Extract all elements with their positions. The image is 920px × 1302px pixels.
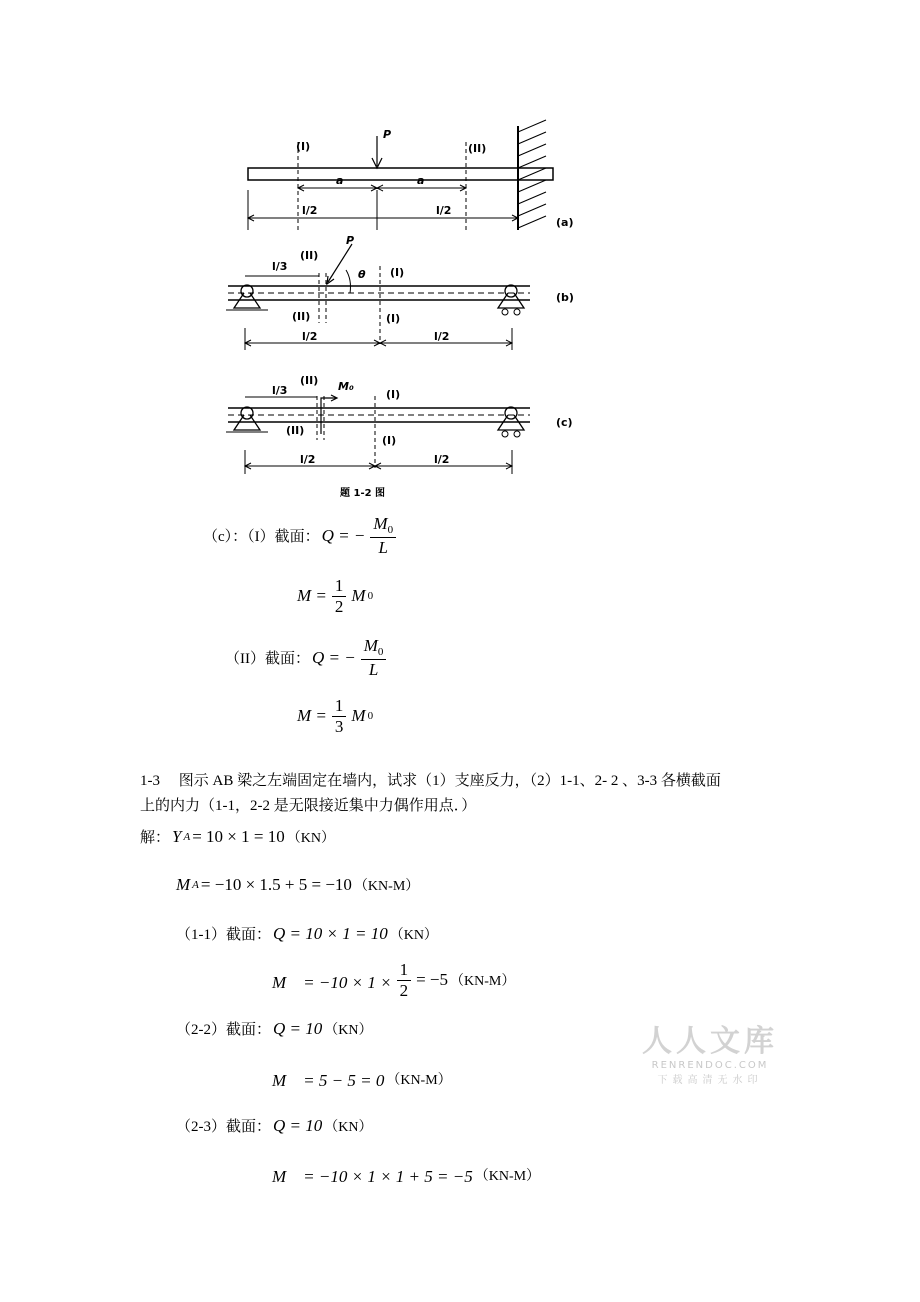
s11-m-pre: M = −10 × 1 × bbox=[272, 972, 392, 992]
m2-den: 3 bbox=[334, 716, 344, 736]
watermark-main: 人人文库 bbox=[642, 1024, 778, 1059]
ma-unit: （KN-M） bbox=[353, 879, 420, 894]
problem-line-1: 1-3 图示 AB 梁之左端固定在墙内，试求（1）支座反力，（2）1-1、2- 2 、3-3 各横截面 bbox=[140, 773, 721, 789]
a-sec1-label: (I) bbox=[296, 140, 311, 153]
s23-label: （2-3）截面： bbox=[176, 1119, 271, 1135]
q2-lhs: Q = − bbox=[312, 647, 356, 667]
b-dim-l3: l/3 bbox=[272, 260, 288, 273]
c-tag: (c) bbox=[556, 416, 573, 429]
m1-den: 2 bbox=[334, 596, 344, 616]
q1-num: M bbox=[373, 514, 388, 533]
part-c-sec2-label: （II）截面： bbox=[225, 651, 310, 668]
c-sec1-top: (II) bbox=[300, 374, 319, 387]
m2-lhs: M = bbox=[297, 706, 327, 726]
q2-num-sub: 0 bbox=[377, 646, 384, 658]
q1-num-sub: 0 bbox=[387, 524, 394, 536]
b-angle-label: θ bbox=[358, 268, 366, 281]
solution-label: 解： bbox=[140, 830, 171, 846]
m1-lhs: M = bbox=[297, 586, 327, 606]
s22-m-unit: （KN-M） bbox=[386, 1072, 452, 1088]
figure-caption: 题 1-2 图 bbox=[340, 488, 386, 499]
m2-rhs: M bbox=[351, 706, 366, 726]
solution-s22-q bbox=[176, 1018, 372, 1039]
a-dim-a2: a bbox=[417, 174, 425, 187]
c-dim-l3: l/3 bbox=[272, 384, 288, 397]
b-load-label: P bbox=[346, 234, 355, 247]
c-sec2-bot: (I) bbox=[382, 434, 397, 447]
solution-s23-q bbox=[176, 1115, 372, 1136]
s11-m-num: 1 bbox=[397, 960, 412, 981]
s11-label: （1-1）截面： bbox=[176, 927, 271, 943]
beam-figure bbox=[200, 118, 620, 503]
part-c-m2 bbox=[297, 696, 373, 736]
s23-q: Q = 10 bbox=[273, 1115, 323, 1135]
a-dim-l2: l/2 bbox=[436, 204, 452, 217]
s23-m: M = −10 × 1 × 1 + 5 = −5 bbox=[272, 1167, 473, 1186]
ya-sub: A bbox=[183, 830, 191, 843]
m2-rhs-sub: 0 bbox=[367, 710, 374, 723]
q2-fraction bbox=[361, 636, 387, 679]
part-c-q1 bbox=[203, 514, 399, 557]
a-dim-l1: l/2 bbox=[302, 204, 318, 217]
problem-line-2: 上的内力（1-1，2-2 是无限接近集中力偶作用点．） bbox=[140, 798, 477, 814]
b-sec2-bot: (I) bbox=[386, 312, 401, 325]
solution-ma bbox=[176, 875, 419, 895]
solution-s22-m bbox=[272, 1066, 452, 1091]
watermark bbox=[640, 1016, 780, 1086]
b-sec2-top: (I) bbox=[390, 266, 405, 279]
a-tag: (a) bbox=[556, 216, 574, 229]
c-dim-l2: l/2 bbox=[434, 453, 450, 466]
s22-label: （2-2）截面： bbox=[176, 1022, 271, 1038]
part-c-m1 bbox=[297, 576, 373, 616]
m1-fraction bbox=[332, 576, 347, 616]
b-dim-l2: l/2 bbox=[434, 330, 450, 343]
s11-m-unit: （KN-M） bbox=[450, 974, 516, 990]
c-moment-label: M₀ bbox=[338, 380, 354, 393]
b-sec1-bot: (II) bbox=[292, 310, 311, 323]
a-dim-a1: a bbox=[336, 174, 344, 187]
c-dim-l1: l/2 bbox=[300, 453, 316, 466]
s11-q: Q = 10 × 1 = 10 bbox=[273, 923, 388, 943]
s22-q-unit: （KN） bbox=[324, 1022, 373, 1038]
ya-var: Y bbox=[172, 826, 182, 846]
figure-a bbox=[248, 120, 553, 230]
part-c-intro: （c）：（I）截面： bbox=[203, 529, 320, 546]
solution-ya bbox=[140, 826, 335, 847]
watermark-url: RENRENDOC.COM bbox=[651, 1060, 769, 1071]
s11-m-post: = −5 bbox=[416, 970, 448, 990]
s11-fraction bbox=[397, 960, 412, 1000]
ma-sub: A bbox=[192, 879, 199, 891]
solution-s11-q bbox=[176, 923, 438, 944]
ya-unit: （KN） bbox=[286, 830, 335, 846]
q1-lhs: Q = − bbox=[321, 525, 366, 545]
m1-rhs: M bbox=[351, 586, 366, 606]
s11-m-den: 2 bbox=[399, 980, 409, 1000]
ma-var: M bbox=[176, 875, 191, 894]
a-load-label: P bbox=[383, 128, 392, 141]
b-tag: (b) bbox=[556, 291, 574, 304]
figure-c bbox=[226, 395, 530, 474]
s23-m-unit: （KN-M） bbox=[474, 1168, 541, 1184]
m2-fraction bbox=[332, 696, 347, 736]
b-sec1-top: (II) bbox=[300, 249, 319, 262]
q2-den: L bbox=[368, 659, 379, 679]
a-sec2-label: (II) bbox=[468, 142, 487, 155]
s23-q-unit: （KN） bbox=[324, 1119, 373, 1135]
m1-num: 1 bbox=[332, 576, 347, 597]
s22-q: Q = 10 bbox=[273, 1018, 323, 1038]
m2-num: 1 bbox=[332, 696, 347, 717]
solution-s11-m bbox=[272, 960, 515, 1000]
c-sec1-bot: (II) bbox=[286, 424, 305, 437]
q2-num: M bbox=[363, 636, 378, 655]
m1-rhs-sub: 0 bbox=[367, 590, 374, 603]
c-sec2-top: (I) bbox=[386, 388, 401, 401]
part-c-q2 bbox=[225, 636, 389, 679]
b-dim-l1: l/2 bbox=[302, 330, 318, 343]
solution-s23-m bbox=[272, 1162, 540, 1187]
s22-m: M = 5 − 5 = 0 bbox=[272, 1071, 385, 1090]
ma-expr: = −10 × 1.5 + 5 = −10 bbox=[200, 875, 352, 894]
q1-den: L bbox=[378, 537, 388, 557]
watermark-note: 下载高清无水印 bbox=[657, 1075, 763, 1086]
ya-expr: = 10 × 1 = 10 bbox=[192, 826, 285, 846]
q1-fraction bbox=[370, 514, 396, 557]
s11-q-unit: （KN） bbox=[389, 927, 438, 943]
